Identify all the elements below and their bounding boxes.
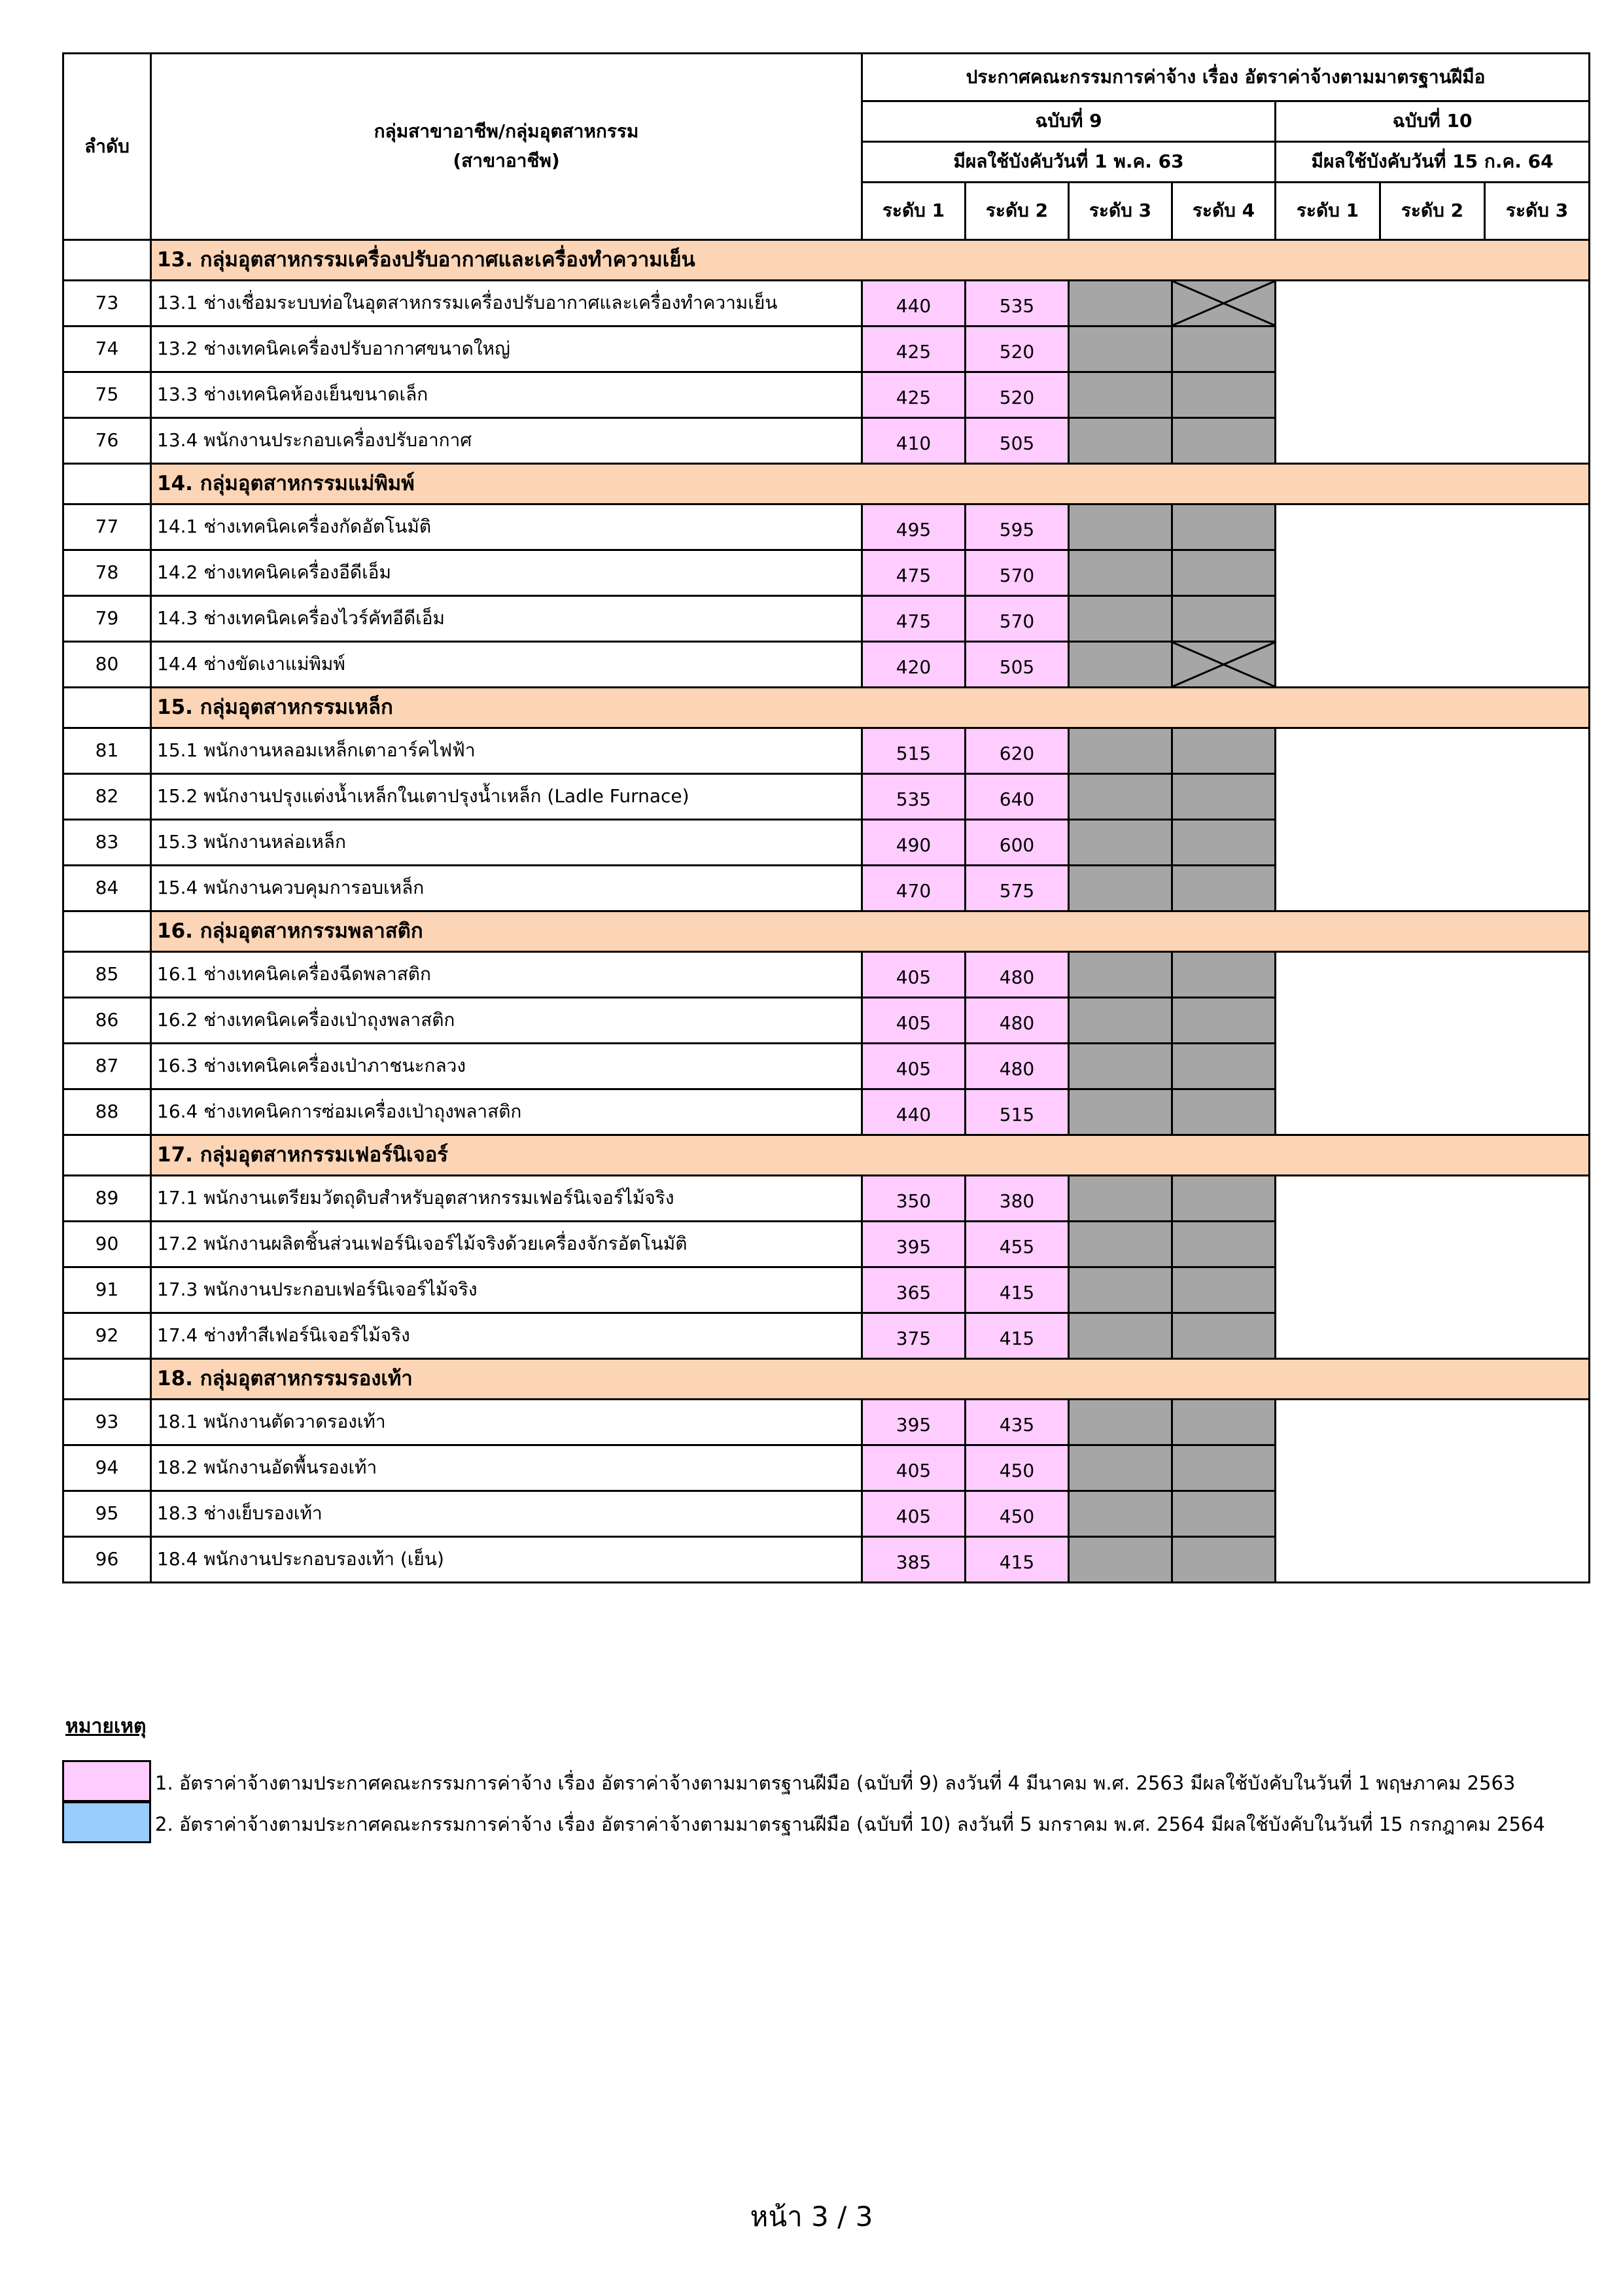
wage-level-4-not-applicable [1172, 281, 1276, 327]
wage-level-4-empty [1172, 1445, 1276, 1491]
wage-level-3-empty [1069, 998, 1172, 1044]
level-header: ระดับ 2 [1380, 183, 1485, 240]
wage-level-1: 420 [862, 642, 966, 688]
header-occupation-group-line2: (สาขาอาชีพ) [453, 150, 560, 171]
row-number: 74 [63, 327, 151, 372]
row-number: 93 [63, 1400, 151, 1445]
level-header: ระดับ 1 [1276, 183, 1380, 240]
wage-level-4-empty [1172, 728, 1276, 774]
occupation-name: 13.3 ช่างเทคนิคห้องเย็นขนาดเล็ก [151, 372, 862, 418]
occupation-name: 13.2 ช่างเทคนิคเครื่องปรับอากาศขนาดใหญ่ [151, 327, 862, 372]
wage-level-2: 450 [966, 1491, 1069, 1537]
occupation-name: 17.1 พนักงานเตรียมวัตถุดิบสำหรับอุตสาหกรรมเฟอร์นิเจอร์ไม้จริง [151, 1176, 862, 1222]
table-row [63, 281, 1590, 327]
wage-level-3-empty [1069, 327, 1172, 372]
row-number: 92 [63, 1313, 151, 1359]
wage-level-3-empty [1069, 418, 1172, 464]
wage-level-3-empty [1069, 504, 1172, 550]
group-number-cell [63, 240, 151, 281]
header-edition-9: ฉบับที่ 9 [862, 101, 1276, 142]
occupation-name: 15.1 พนักงานหลอมเหล็กเตาอาร์คไฟฟ้า [151, 728, 862, 774]
row-number: 88 [63, 1089, 151, 1135]
wage-level-1: 405 [862, 952, 966, 998]
table-row [63, 1176, 1590, 1222]
legend-item [62, 1760, 1593, 1801]
wage-level-4-empty [1172, 418, 1276, 464]
level-header: ระดับ 3 [1485, 183, 1590, 240]
wage-level-1: 395 [862, 1222, 966, 1267]
wage-level-1: 470 [862, 866, 966, 911]
group-title: 17. กลุ่มอุตสาหกรรมเฟอร์นิเจอร์ [151, 1135, 1590, 1176]
wage-level-4-empty [1172, 998, 1276, 1044]
occupation-name: 14.4 ช่างขัดเงาแม่พิมพ์ [151, 642, 862, 688]
wage-level-4-empty [1172, 504, 1276, 550]
row-number: 77 [63, 504, 151, 550]
edition-10-empty-cell [1276, 1400, 1590, 1583]
wage-level-3-empty [1069, 866, 1172, 911]
row-number: 91 [63, 1267, 151, 1313]
wage-level-2: 505 [966, 642, 1069, 688]
wage-level-3-empty [1069, 281, 1172, 327]
notes-title: หมายเหตุ [65, 1715, 147, 1738]
occupation-name: 16.4 ช่างเทคนิคการซ่อมเครื่องเป่าถุงพลาสติก [151, 1089, 862, 1135]
wage-level-1: 375 [862, 1313, 966, 1359]
wage-level-1: 490 [862, 820, 966, 866]
wage-level-2: 480 [966, 998, 1069, 1044]
wage-level-1: 495 [862, 504, 966, 550]
row-number: 78 [63, 550, 151, 596]
group-number-cell [63, 688, 151, 728]
wage-level-4-empty [1172, 327, 1276, 372]
wage-level-1: 405 [862, 1491, 966, 1537]
wage-level-4-empty [1172, 1044, 1276, 1089]
legend-text: 2. อัตราค่าจ้างตามประกาศคณะกรรมการค่าจ้าง เรื่อง อัตราค่าจ้างตามมาตรฐานฝีมือ (ฉบับที่ 10) ลงวันที่ 5 มกราคม พ.ศ. 2564 มีผลใช้บังคับในวันที่ 15 กรกฎาคม 2564 [155, 1813, 1545, 1835]
occupation-name: 18.2 พนักงานอัดพื้นรองเท้า [151, 1445, 862, 1491]
edition-10-empty-cell [1276, 1176, 1590, 1359]
occupation-name: 18.1 พนักงานตัดวาดรองเท้า [151, 1400, 862, 1445]
row-number: 94 [63, 1445, 151, 1491]
occupation-name: 15.4 พนักงานควบคุมการอบเหล็ก [151, 866, 862, 911]
row-number: 81 [63, 728, 151, 774]
wage-level-4-empty [1172, 1537, 1276, 1583]
wage-level-2: 640 [966, 774, 1069, 820]
wage-level-3-empty [1069, 1044, 1172, 1089]
wage-level-1: 405 [862, 1044, 966, 1089]
table-row [63, 504, 1590, 550]
wage-level-2: 480 [966, 952, 1069, 998]
occupation-name: 14.1 ช่างเทคนิคเครื่องกัดอัตโนมัติ [151, 504, 862, 550]
wage-level-1: 410 [862, 418, 966, 464]
occupation-name: 13.4 พนักงานประกอบเครื่องปรับอากาศ [151, 418, 862, 464]
occupation-name: 15.2 พนักงานปรุงแต่งน้ำเหล็กในเตาปรุงน้ำเหล็ก (Ladle Furnace) [151, 774, 862, 820]
level-header: ระดับ 2 [966, 183, 1069, 240]
occupation-name: 13.1 ช่างเชื่อมระบบท่อในอุตสาหกรรมเครื่องปรับอากาศและเครื่องทำความเย็น [151, 281, 862, 327]
wage-level-2: 570 [966, 596, 1069, 642]
wage-level-2: 515 [966, 1089, 1069, 1135]
wage-level-1: 425 [862, 372, 966, 418]
group-number-cell [63, 1135, 151, 1176]
group-title: 16. กลุ่มอุตสาหกรรมพลาสติก [151, 911, 1590, 952]
wage-level-4-empty [1172, 1313, 1276, 1359]
group-number-cell [63, 1359, 151, 1400]
group-title: 14. กลุ่มอุตสาหกรรมแม่พิมพ์ [151, 464, 1590, 504]
row-number: 86 [63, 998, 151, 1044]
wage-level-3-empty [1069, 550, 1172, 596]
wage-level-2: 620 [966, 728, 1069, 774]
wage-level-3-empty [1069, 1400, 1172, 1445]
table-row [63, 952, 1590, 998]
level-header: ระดับ 4 [1172, 183, 1276, 240]
group-header-row [63, 1135, 1590, 1176]
wage-level-1: 475 [862, 596, 966, 642]
header-order: ลำดับ [63, 54, 151, 240]
wage-level-2: 575 [966, 866, 1069, 911]
wage-level-1: 350 [862, 1176, 966, 1222]
wage-level-3-empty [1069, 1491, 1172, 1537]
wage-level-3-empty [1069, 1267, 1172, 1313]
group-header-row [63, 911, 1590, 952]
group-header-row [63, 464, 1590, 504]
wage-level-4-empty [1172, 596, 1276, 642]
wage-level-2: 455 [966, 1222, 1069, 1267]
group-header-row [63, 240, 1590, 281]
wage-level-2: 435 [966, 1400, 1069, 1445]
wage-level-1: 440 [862, 281, 966, 327]
table-row [63, 728, 1590, 774]
row-number: 84 [63, 866, 151, 911]
row-number: 80 [63, 642, 151, 688]
occupation-name: 17.2 พนักงานผลิตชิ้นส่วนเฟอร์นิเจอร์ไม้จริงด้วยเครื่องจักรอัตโนมัติ [151, 1222, 862, 1267]
wage-level-2: 570 [966, 550, 1069, 596]
wage-level-3-empty [1069, 1089, 1172, 1135]
wage-level-4-empty [1172, 866, 1276, 911]
wage-level-4-empty [1172, 952, 1276, 998]
wage-level-2: 415 [966, 1537, 1069, 1583]
row-number: 87 [63, 1044, 151, 1089]
row-number: 90 [63, 1222, 151, 1267]
wage-level-4-empty [1172, 774, 1276, 820]
edition-10-empty-cell [1276, 281, 1590, 464]
wage-level-2: 595 [966, 504, 1069, 550]
row-number: 83 [63, 820, 151, 866]
wage-level-3-empty [1069, 1313, 1172, 1359]
edition-10-empty-cell [1276, 504, 1590, 688]
wage-level-4-empty [1172, 1176, 1276, 1222]
wage-level-3-empty [1069, 820, 1172, 866]
row-number: 82 [63, 774, 151, 820]
header-edition-10: ฉบับที่ 10 [1276, 101, 1590, 142]
legend-swatch-blue [62, 1801, 151, 1843]
cross-mark-icon [1173, 281, 1274, 325]
wage-level-4-empty [1172, 820, 1276, 866]
wage-level-4-empty [1172, 1222, 1276, 1267]
wage-level-4-empty [1172, 550, 1276, 596]
wage-level-4-empty [1172, 1089, 1276, 1135]
wage-level-1: 395 [862, 1400, 966, 1445]
wage-level-1: 365 [862, 1267, 966, 1313]
group-number-cell [63, 911, 151, 952]
wage-level-3-empty [1069, 1445, 1172, 1491]
wage-level-3-empty [1069, 774, 1172, 820]
header-effective-10: มีผลใช้บังคับวันที่ 15 ก.ค. 64 [1276, 142, 1590, 183]
wage-level-3-empty [1069, 596, 1172, 642]
row-number: 73 [63, 281, 151, 327]
header-announcement: ประกาศคณะกรรมการค่าจ้าง เรื่อง อัตราค่าจ้างตามมาตรฐานฝีมือ [862, 54, 1590, 101]
occupation-name: 17.4 ช่างทำสีเฟอร์นิเจอร์ไม้จริง [151, 1313, 862, 1359]
wage-level-2: 450 [966, 1445, 1069, 1491]
group-header-row [63, 1359, 1590, 1400]
header-occupation-group [151, 54, 862, 240]
wage-level-2: 505 [966, 418, 1069, 464]
level-header: ระดับ 1 [862, 183, 966, 240]
wage-level-3-empty [1069, 1176, 1172, 1222]
row-number: 95 [63, 1491, 151, 1537]
wage-table [62, 52, 1590, 1583]
wage-level-3-empty [1069, 952, 1172, 998]
wage-level-2: 415 [966, 1313, 1069, 1359]
wage-level-4-empty [1172, 1267, 1276, 1313]
occupation-name: 18.3 ช่างเย็บรองเท้า [151, 1491, 862, 1537]
page-number: หน้า 3 / 3 [750, 2200, 873, 2233]
wage-level-3-empty [1069, 372, 1172, 418]
wage-level-3-empty [1069, 642, 1172, 688]
legend-swatch-pink [62, 1760, 151, 1802]
wage-level-2: 520 [966, 327, 1069, 372]
row-number: 89 [63, 1176, 151, 1222]
table-body [63, 240, 1590, 1583]
wage-level-2: 600 [966, 820, 1069, 866]
occupation-name: 17.3 พนักงานประกอบเฟอร์นิเจอร์ไม้จริง [151, 1267, 862, 1313]
wage-level-1: 405 [862, 998, 966, 1044]
wage-level-1: 405 [862, 1445, 966, 1491]
group-header-row [63, 688, 1590, 728]
wage-level-1: 440 [862, 1089, 966, 1135]
row-number: 96 [63, 1537, 151, 1583]
wage-level-3-empty [1069, 1537, 1172, 1583]
wage-level-1: 535 [862, 774, 966, 820]
group-title: 13. กลุ่มอุตสาหกรรมเครื่องปรับอากาศและเครื่องทำความเย็น [151, 240, 1590, 281]
table-row [63, 1400, 1590, 1445]
row-number: 75 [63, 372, 151, 418]
row-number: 79 [63, 596, 151, 642]
group-title: 15. กลุ่มอุตสาหกรรมเหล็ก [151, 688, 1590, 728]
wage-level-3-empty [1069, 1222, 1172, 1267]
wage-level-2: 520 [966, 372, 1069, 418]
edition-10-empty-cell [1276, 728, 1590, 911]
edition-10-empty-cell [1276, 952, 1590, 1135]
occupation-name: 16.1 ช่างเทคนิคเครื่องฉีดพลาสติก [151, 952, 862, 998]
level-header: ระดับ 3 [1069, 183, 1172, 240]
occupation-name: 14.2 ช่างเทคนิคเครื่องอีดีเอ็ม [151, 550, 862, 596]
row-number: 76 [63, 418, 151, 464]
occupation-name: 15.3 พนักงานหล่อเหล็ก [151, 820, 862, 866]
row-number: 85 [63, 952, 151, 998]
wage-level-1: 425 [862, 327, 966, 372]
header-occupation-group-line1: กลุ่มสาขาอาชีพ/กลุ่มอุตสาหกรรม [374, 120, 639, 143]
wage-level-1: 475 [862, 550, 966, 596]
header-effective-9: มีผลใช้บังคับวันที่ 1 พ.ค. 63 [862, 142, 1276, 183]
cross-mark-icon [1173, 643, 1274, 686]
occupation-name: 14.3 ช่างเทคนิคเครื่องไวร์คัทอีดีเอ็ม [151, 596, 862, 642]
occupation-name: 18.4 พนักงานประกอบรองเท้า (เย็น) [151, 1537, 862, 1583]
wage-level-1: 385 [862, 1537, 966, 1583]
wage-level-2: 480 [966, 1044, 1069, 1089]
occupation-name: 16.3 ช่างเทคนิคเครื่องเป่าภาชนะกลวง [151, 1044, 862, 1089]
wage-level-2: 415 [966, 1267, 1069, 1313]
occupation-name: 16.2 ช่างเทคนิคเครื่องเป่าถุงพลาสติก [151, 998, 862, 1044]
group-title: 18. กลุ่มอุตสาหกรรมรองเท้า [151, 1359, 1590, 1400]
legend-text: 1. อัตราค่าจ้างตามประกาศคณะกรรมการค่าจ้าง เรื่อง อัตราค่าจ้างตามมาตรฐานฝีมือ (ฉบับที่ 9) ลงวันที่ 4 มีนาคม พ.ศ. 2563 มีผลใช้บังคับในวันที่ 1 พฤษภาคม 2563 [155, 1772, 1516, 1794]
legend-item [62, 1801, 1593, 1842]
wage-level-1: 515 [862, 728, 966, 774]
wage-level-2: 380 [966, 1176, 1069, 1222]
wage-level-4-not-applicable [1172, 642, 1276, 688]
wage-level-2: 535 [966, 281, 1069, 327]
wage-level-4-empty [1172, 1491, 1276, 1537]
wage-level-4-empty [1172, 1400, 1276, 1445]
wage-level-4-empty [1172, 372, 1276, 418]
wage-level-3-empty [1069, 728, 1172, 774]
group-number-cell [63, 464, 151, 504]
